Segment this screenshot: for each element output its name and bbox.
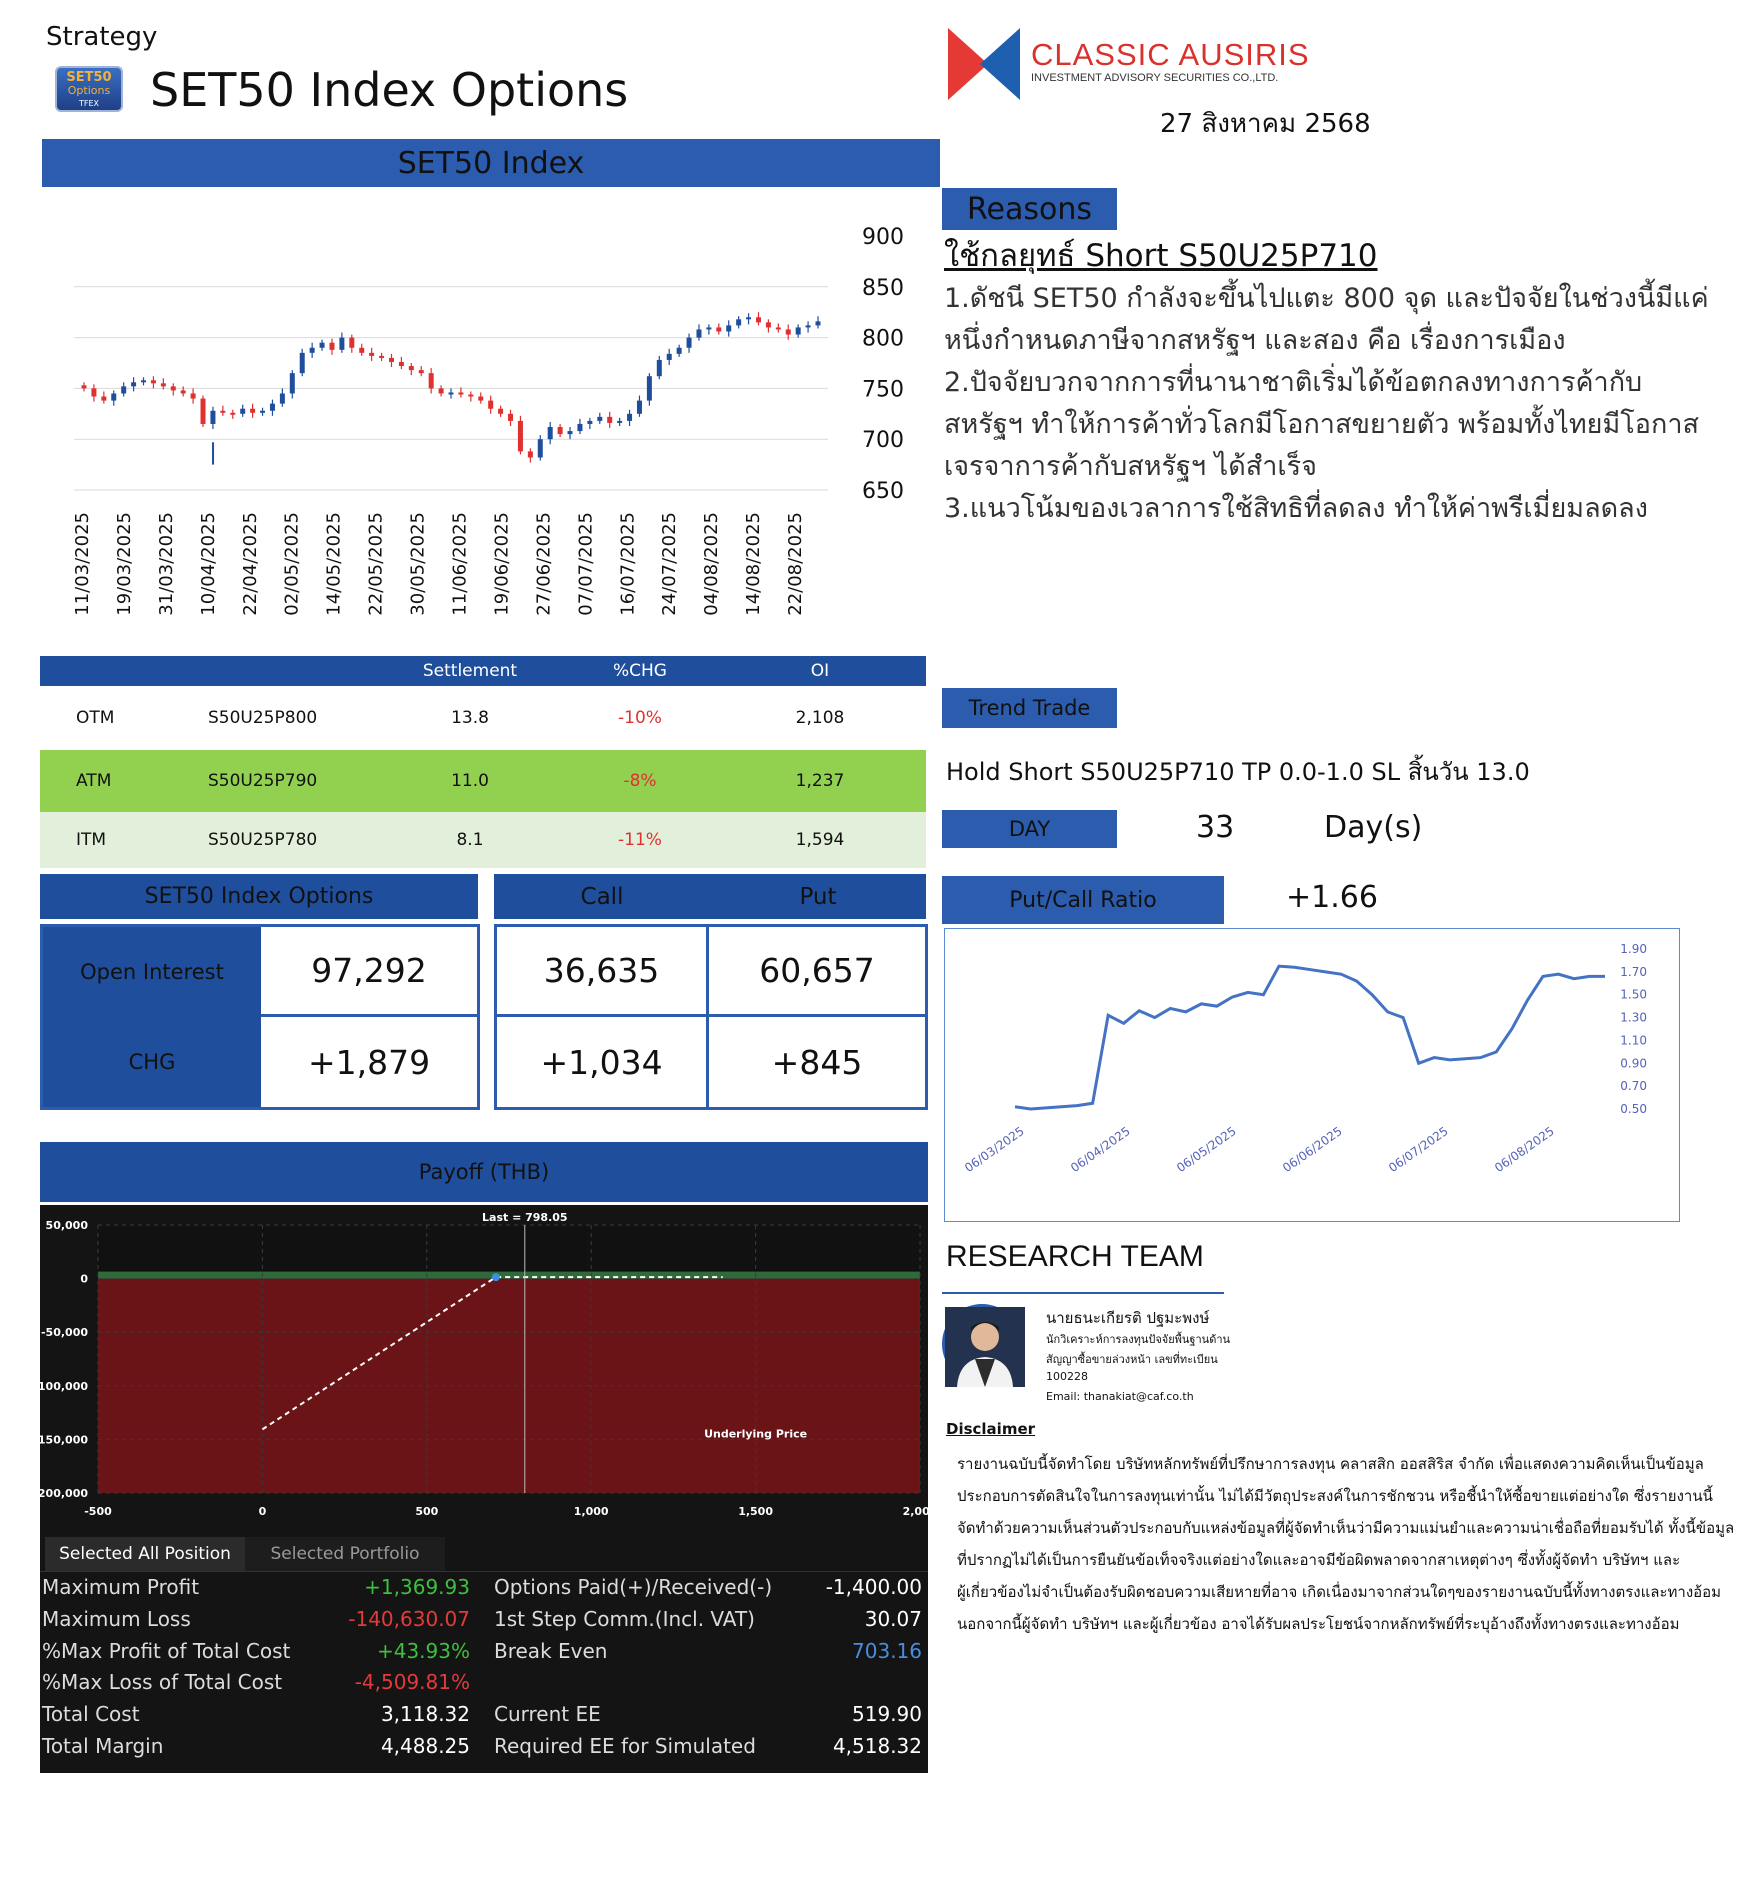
- page-title: SET50 Index Options: [150, 63, 629, 117]
- x-tick-label: 19/03/2025: [113, 512, 135, 616]
- stat-value: -1,400.00: [825, 1575, 922, 1599]
- disclaimer-line: ผู้เกี่ยวข้องไม่จำเป็นต้องรับผิดชอบความเสียหายที่อาจ เกิดเนื่องมาจากส่วนใดๆของรายงานฉบับนี้ทั้งทางตรงและทางอ้อม: [957, 1583, 1722, 1601]
- table-header-row: [40, 656, 926, 686]
- y-tick-label: 850: [862, 275, 904, 301]
- candle: [111, 390, 116, 405]
- x-tick-label: 14/08/2025: [743, 512, 765, 616]
- row-oi: 1,237: [795, 771, 845, 791]
- candle: [449, 388, 454, 398]
- candle: [220, 406, 225, 416]
- candle: [161, 378, 166, 389]
- stat-label: Break Even: [494, 1638, 608, 1663]
- candle: [201, 396, 206, 427]
- candle: [746, 313, 751, 324]
- stat-label: %Max Loss of Total Cost: [42, 1670, 283, 1695]
- x-tick-label: 16/07/2025: [617, 512, 639, 616]
- payoff-panel: [33, 1205, 938, 1773]
- candle: [369, 348, 374, 361]
- disclaimer-line: นอกจากนี้ผู้จัดทำ บริษัทฯ และผู้เกี่ยวข้อง อาจได้รับผลประโยชน์จากหลักทรัพย์ที่ระบุอ้างถึงทั้งทางตรงและทางอ้อม: [957, 1615, 1680, 1633]
- stat-label: Total Margin: [42, 1734, 164, 1758]
- x-tick-label: 11/03/2025: [72, 512, 93, 616]
- candle: [647, 373, 652, 406]
- candle: [568, 427, 573, 439]
- options-table: [40, 656, 926, 868]
- reason-line: หนึ่งกำหนดภาษีจากสหรัฐฯ และสอง คือ เรื่องการเมือง: [944, 325, 1566, 356]
- row-chg: -10%: [618, 708, 662, 728]
- candle: [151, 376, 156, 388]
- row-series: S50U25P790: [208, 771, 318, 791]
- disclaimer-line: ประกอบการตัดสินใจในการลงทุนเท่านั้น ไม่ได้มีวัตถุประสงค์ในการชักชวน หรือชี้นำให้ซื้อขายแต่อย่างใด ซึ่งรายงานนี้: [957, 1487, 1713, 1505]
- pcr-y-tick: 0.90: [1620, 1056, 1647, 1071]
- candle: [597, 413, 602, 424]
- total-oi-value: 97,292: [261, 927, 477, 1017]
- stat-label: Maximum Loss: [42, 1606, 191, 1631]
- break-even-marker: [492, 1273, 500, 1281]
- header-oi: OI: [810, 661, 830, 681]
- candle: [419, 366, 424, 376]
- company-name: CLASSIC AUSIRIS: [1031, 37, 1310, 72]
- pcr-x-tick: 06/08/2025: [1492, 1123, 1557, 1176]
- candle: [181, 386, 186, 396]
- company-subtitle: INVESTMENT ADVISORY SECURITIES CO.,LTD.: [1031, 72, 1279, 84]
- reason-line: เจรจาการค้ากับสหรัฐฯ ได้สำเร็จ: [944, 451, 1317, 482]
- payoff-y-tick: 0: [80, 1272, 88, 1286]
- row-settlement: 11.0: [451, 771, 489, 791]
- chg-label: CHG: [43, 1017, 261, 1107]
- candle: [706, 324, 711, 334]
- header-settlement: Settlement: [422, 661, 518, 681]
- candle: [171, 383, 176, 395]
- x-tick-label: 31/03/2025: [155, 512, 177, 616]
- reasons-body: [944, 278, 1744, 530]
- stat-value: 519.90: [852, 1702, 922, 1727]
- last-price-label: Last = 798.05: [482, 1211, 568, 1224]
- x-tick-label: 07/07/2025: [575, 512, 597, 616]
- analyst-role-line1: นักวิเคราะห์การลงทุนปัจจัยพื้นฐานด้าน: [1046, 1333, 1231, 1346]
- candle: [776, 323, 781, 332]
- x-tick-label: 14/05/2025: [323, 512, 345, 616]
- candle: [280, 388, 285, 406]
- pcr-x-tick: 06/07/2025: [1386, 1123, 1451, 1176]
- candle: [478, 392, 483, 403]
- candle: [796, 324, 801, 337]
- candle: [121, 382, 126, 396]
- candle: [518, 416, 523, 455]
- candle: [528, 448, 533, 462]
- disclaimer-title: Disclaimer: [946, 1420, 1036, 1438]
- candle: [429, 368, 434, 393]
- stat-value: -140,630.07: [348, 1606, 470, 1631]
- pcr-y-tick: 0.50: [1620, 1102, 1647, 1116]
- y-tick-label: 700: [862, 428, 904, 454]
- call-put-header: [494, 874, 926, 919]
- candle: [458, 387, 463, 397]
- row-settlement: 13.8: [451, 708, 489, 728]
- stat-value: +43.93%: [376, 1638, 470, 1663]
- put-call-ratio-label: Put/Call Ratio: [942, 876, 1224, 924]
- pcr-y-tick: 1.90: [1620, 942, 1647, 956]
- candle: [637, 396, 642, 417]
- candle: [191, 388, 196, 403]
- candle: [548, 422, 553, 444]
- set50-chart-header: SET50 Index: [42, 139, 940, 187]
- candle: [508, 410, 513, 426]
- candle: [389, 354, 394, 367]
- pcr-y-tick: 0.70: [1620, 1079, 1647, 1094]
- report-date: 27 สิงหาคม 2568: [1160, 109, 1371, 139]
- payoff-x-tick: -500: [84, 1505, 112, 1518]
- row-series: S50U25P780: [208, 830, 318, 850]
- reason-line: 3.แนวโน้มของเวลาการใช้สิทธิที่ลดลง ทำให้ค่าพรีเมี่ยมลดลง: [944, 493, 1648, 524]
- stat-value: -4,509.81%: [354, 1670, 470, 1695]
- reasons-heading: ใช้กลยุทธ์ Short S50U25P710: [944, 238, 1378, 274]
- candle: [498, 406, 503, 417]
- stat-value: 4,488.25: [380, 1734, 470, 1758]
- x-tick-label: 30/05/2025: [407, 512, 429, 616]
- oi-label: Open Interest: [43, 927, 261, 1017]
- candle: [230, 410, 235, 419]
- put-call-ratio-value: +1.66: [1286, 880, 1378, 915]
- analyst-avatar: [942, 1304, 1022, 1384]
- call-oi-value: 36,635: [497, 927, 709, 1017]
- day-label: DAY: [942, 810, 1117, 848]
- oi-grid-left: [40, 924, 480, 1110]
- pcr-y-tick: 1.50: [1620, 987, 1647, 1002]
- candle: [82, 382, 87, 391]
- reason-line: 1.ดัชนี SET50 กำลังจะขึ้นไปแตะ 800 จุด และปัจจัยในช่วงนี้มีแค่: [944, 283, 1709, 314]
- logo-line2: Options: [67, 84, 111, 97]
- candle: [399, 357, 404, 369]
- row-oi: 1,594: [795, 830, 845, 850]
- x-tick-label: 02/05/2025: [281, 512, 303, 616]
- candle: [627, 410, 632, 426]
- set50-candlestick-chart: [40, 200, 940, 640]
- payoff-x-tick: 1,500: [738, 1505, 773, 1518]
- put-oi-value: 60,657: [709, 927, 925, 1017]
- row-settlement: 8.1: [456, 830, 484, 850]
- stat-label: Required EE for Simulated: [494, 1734, 756, 1758]
- candle: [131, 377, 136, 391]
- candle: [379, 353, 384, 361]
- row-moneyness: ATM: [76, 771, 112, 791]
- payoff-y-tick: -150,000: [33, 1433, 88, 1447]
- disclaimer-line: จัดทำด้วยความเห็นส่วนตัวประกอบกับแหล่งข้อมูลที่ผู้จัดทำเห็นว่ามีความแม่นยำและความน่าเชื่อถือที่ยอมรับได้ ทั้งนี้ข้อมูล: [957, 1519, 1735, 1537]
- x-tick-label: 10/04/2025: [197, 512, 219, 616]
- stat-label: %Max Profit of Total Cost: [42, 1638, 291, 1663]
- oi-summary-title: SET50 Index Options: [40, 874, 478, 919]
- payoff-y-tick: 50,000: [45, 1219, 88, 1232]
- table-row: [40, 686, 926, 750]
- pcr-y-tick: 1.70: [1620, 964, 1647, 979]
- candle: [756, 312, 761, 325]
- x-tick-label: 04/08/2025: [701, 512, 723, 616]
- candle: [240, 405, 245, 417]
- research-team-title: RESEARCH TEAM: [946, 1240, 1204, 1273]
- candle: [687, 334, 692, 353]
- tab-selected-all-position[interactable]: Selected All Position: [45, 1537, 245, 1571]
- candle: [677, 345, 682, 357]
- pcr-line-chart: [945, 929, 1678, 1220]
- candle: [657, 356, 662, 379]
- candle: [696, 324, 701, 340]
- candle: [726, 320, 731, 336]
- disclaimer-line: รายงานฉบับนี้จัดทำโดย บริษัทหลักทรัพย์ที่ปรึกษาการลงทุน คลาสสิก ออสสิริส จำกัด เพื่อแสดงความคิดเห็นเป็นข้อมูล: [957, 1455, 1704, 1473]
- reasons-label: Reasons: [942, 188, 1117, 230]
- table-row: [40, 750, 926, 812]
- stat-value: 30.07: [864, 1606, 922, 1631]
- analyst-role-line2: สัญญาซื้อขายล่วงหน้า เลขที่ทะเบียน: [1046, 1353, 1218, 1366]
- y-tick-label: 900: [862, 225, 904, 250]
- candle: [716, 323, 721, 334]
- candle: [806, 321, 811, 332]
- candle: [320, 340, 325, 351]
- payoff-x-tick: 0: [258, 1505, 267, 1518]
- disclaimer-line: ที่ปรากฏไม่ได้เป็นการยืนยันข้อเท็จจริงแต่อย่างใดและอาจมีข้อผิดพลาดจากสาเหตุต่างๆ ซึ่งทั้งผู้จัดทำ บริษัทฯ และ: [957, 1551, 1681, 1569]
- candle: [141, 377, 146, 385]
- candle: [816, 316, 821, 328]
- stat-value: 703.16: [852, 1638, 922, 1663]
- candle: [91, 384, 96, 401]
- candle: [101, 391, 106, 403]
- payoff-header: Payoff (THB): [40, 1142, 928, 1202]
- payoff-x-tick: 2,000: [902, 1505, 938, 1518]
- research-title-underline: [942, 1292, 1224, 1294]
- payoff-chart: [33, 1205, 938, 1535]
- candle: [736, 316, 741, 328]
- pcr-x-tick: 06/06/2025: [1280, 1123, 1345, 1176]
- row-moneyness: ITM: [76, 830, 107, 850]
- candle: [310, 343, 315, 358]
- underlying-price-label: Underlying Price: [704, 1427, 808, 1441]
- row-chg: -8%: [623, 771, 657, 791]
- person-icon: [945, 1307, 1025, 1387]
- candle: [468, 391, 473, 401]
- x-tick-label: 22/05/2025: [365, 512, 387, 616]
- row-oi: 2,108: [795, 708, 845, 728]
- table-row: [40, 812, 926, 868]
- y-tick-label: 650: [862, 479, 904, 504]
- candle: [577, 419, 582, 434]
- day-unit: Day(s): [1324, 810, 1423, 845]
- pcr-series-line: [1015, 966, 1605, 1109]
- trend-trade-label: Trend Trade: [942, 688, 1117, 728]
- candle: [329, 339, 334, 355]
- day-value: 33: [1196, 810, 1235, 845]
- stat-value: 3,118.32: [380, 1702, 470, 1727]
- header-chg: %CHG: [613, 661, 667, 681]
- candle: [409, 363, 414, 375]
- candle: [558, 424, 563, 437]
- stat-label: 1st Step Comm.(Incl. VAT): [494, 1606, 755, 1631]
- call-label: Call: [580, 883, 624, 910]
- analyst-reg-no: 100228: [1046, 1370, 1088, 1383]
- logo-line1: SET50: [66, 70, 112, 85]
- row-chg: -11%: [618, 830, 662, 850]
- payoff-x-tick: 1,000: [573, 1505, 609, 1518]
- payoff-y-tick: -50,000: [40, 1326, 88, 1340]
- candle: [339, 333, 344, 353]
- y-tick-label: 800: [862, 326, 904, 352]
- x-tick-label: 11/06/2025: [449, 512, 471, 616]
- pcr-x-tick: 06/04/2025: [1068, 1123, 1133, 1176]
- candle: [290, 370, 295, 398]
- candle: [587, 418, 592, 429]
- pcr-x-tick: 06/03/2025: [962, 1123, 1027, 1176]
- set50-options-logo: [55, 66, 123, 112]
- candle: [766, 319, 771, 332]
- candle: [667, 349, 672, 365]
- candle: [210, 407, 215, 429]
- tab-selected-portfolio[interactable]: Selected Portfolio: [245, 1537, 445, 1571]
- call-chg-value: +1,034: [497, 1017, 709, 1107]
- candle: [607, 412, 612, 428]
- stat-value: +1,369.93: [364, 1575, 470, 1599]
- candle: [260, 408, 265, 416]
- pcr-y-tick: 1.10: [1620, 1033, 1647, 1048]
- stat-label: Options Paid(+)/Received(-): [494, 1575, 773, 1599]
- company-logo-icon: [948, 28, 1020, 100]
- tab-divider: [40, 1571, 928, 1572]
- payoff-y-tick: -100,000: [33, 1379, 88, 1393]
- y-tick-label: 750: [862, 377, 904, 403]
- stat-value: 4,518.32: [832, 1734, 922, 1758]
- total-chg-value: +1,879: [307, 1042, 431, 1082]
- put-chg-value: +845: [771, 1042, 863, 1082]
- pcr-chart-frame: [944, 928, 1680, 1222]
- put-label: Put: [799, 883, 837, 910]
- x-tick-label: 24/07/2025: [659, 512, 681, 616]
- candle: [270, 400, 275, 416]
- payoff-y-tick: -200,000: [33, 1487, 88, 1500]
- logo-line3: TFEX: [78, 99, 100, 108]
- analyst-name: นายธนะเกียรติ ปฐมะพงษ์: [1046, 1309, 1210, 1327]
- stat-label: Current EE: [494, 1702, 601, 1727]
- x-tick-label: 22/04/2025: [239, 512, 261, 616]
- candle: [617, 418, 622, 426]
- oi-grid-right: [494, 924, 928, 1110]
- reason-line: 2.ปัจจัยบวกจากการที่นานาชาติเริ่มได้ข้อตกลงทางการค้ากับ: [944, 367, 1643, 398]
- candle: [439, 385, 444, 396]
- payoff-x-tick: 500: [415, 1505, 439, 1518]
- candle: [300, 349, 305, 376]
- row-moneyness: OTM: [76, 708, 115, 728]
- x-tick-label: 27/06/2025: [533, 512, 555, 616]
- row-series: S50U25P800: [208, 708, 318, 728]
- candle: [488, 396, 493, 414]
- trend-trade-text: Hold Short S50U25P710 TP 0.0-1.0 SL สิ้นวัน 13.0: [946, 758, 1530, 786]
- analyst-email[interactable]: Email: thanakiat@caf.co.th: [1046, 1390, 1194, 1403]
- x-tick-label: 19/06/2025: [491, 512, 513, 616]
- pcr-x-tick: 06/05/2025: [1174, 1123, 1239, 1176]
- stat-label: Total Cost: [42, 1702, 140, 1727]
- strategy-label: Strategy: [46, 22, 158, 52]
- candle: [250, 404, 255, 418]
- candle: [359, 344, 364, 356]
- reason-line: สหรัฐฯ ทำให้การค้าทั่วโลกมีโอกาสขยายตัว พร้อมทั้งไทยมีโอกาส: [944, 409, 1699, 440]
- x-tick-label: 22/08/2025: [785, 512, 807, 616]
- pcr-y-tick: 1.30: [1620, 1010, 1647, 1025]
- stat-label: Maximum Profit: [42, 1575, 200, 1599]
